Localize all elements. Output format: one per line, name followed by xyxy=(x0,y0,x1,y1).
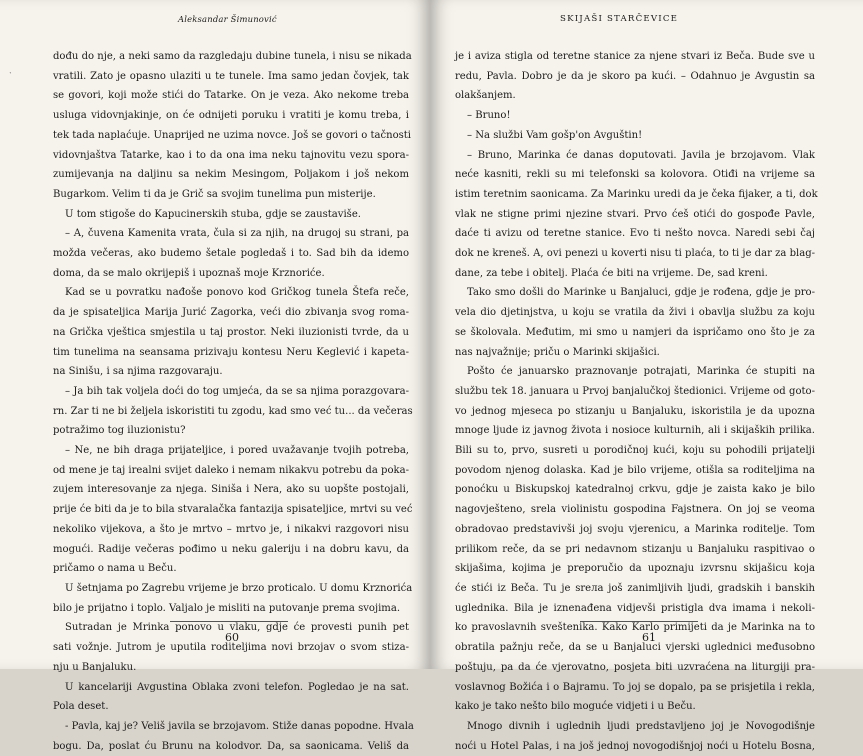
text-line: olakšanjem. xyxy=(455,90,516,102)
text-line: potražimo tog iluzionistu? xyxy=(53,425,186,437)
text-line: redu, Pavla. Dobro je da je skoro pa kući. – Odahnuo je Avgustin sa xyxy=(455,70,815,82)
text-line: na Grička vještica smjestila u taj prostor. Neki iluzionisti tvrde, da u xyxy=(53,326,409,338)
text-line: tek tada naplaćuje. Unaprijed ne uzima novce. Još se govori o tačnosti xyxy=(53,129,412,141)
text-line: neće kasniti, rekli su mi telefonski sa kolovora. Otiđi na vrijeme sa xyxy=(455,169,815,181)
text-line: da je spisateljica Marija Jurić Zagorka, veći dio zbivanja svog roma- xyxy=(53,307,409,319)
text-line: Kad se u povratku nađoše ponovo kod Gričkog tunela Štefa reče, xyxy=(65,287,409,299)
text-line: službu tek 18. januara u Prvoj banjalučkoj štedionici. Vrijeme od goto- xyxy=(455,385,815,397)
text-line: prilikom reče, da se pri nedavnom stizanju u Banjaluku raspitivao o xyxy=(455,543,815,555)
text-line: poštuju, pa da će vjerovatno, posjeta biti uzvraćena na liturgiji pra- xyxy=(455,661,815,673)
text-line: kako je tako nešto bilo moguće vidjeti i u Beču. xyxy=(455,701,696,713)
text-line: nju u Banjaluku. xyxy=(53,661,137,673)
body-text xyxy=(53,47,414,756)
text-line: zumijevanja na daljinu sa nekim Mesingom, Poljakom i još nekom xyxy=(53,169,409,181)
text-line: ponoćku u Biskupskoj katedralnoj crkvu, gdje je zaista kako je bilo xyxy=(455,484,815,496)
text-line: Pola deset. xyxy=(53,701,109,713)
text-line: nekoliko vijekova, a što je mrtvo – mrtvo je, i nikakvi razgovori nisu xyxy=(53,523,409,535)
text-line: sati vožnje. Jutrom je uputila roditeljima novi brzojav o svom stiza- xyxy=(53,642,409,654)
text-line: skijašima, kojima je preporučio da upoznaju izvrsnu skijašicu koja xyxy=(455,563,815,575)
text-line: Bili su to, prvo, susreti u porodičnoj kući, koju su pohodili prijatelji xyxy=(455,445,815,457)
text-line: dane, za tebe i obitelj. Plaća će biti na vrijeme. De, sad kreni. xyxy=(455,267,768,279)
margin-mark: ` xyxy=(9,72,13,80)
text-line: Mnogo divnih i uglednih ljudi predstavljeno joj je Novogodišnje xyxy=(467,720,815,732)
text-line: rn. Zar ti ne bi željela iskoristiti tu zgodu, kad smo već tu... da večeras xyxy=(53,405,413,417)
text-line: tim tunelima na seansama prizivaju kontesu Neru Keglević i kapeta- xyxy=(53,346,409,358)
running-head-author: Aleksandar Šimunović xyxy=(178,14,277,24)
text-line: usluga vidovnjakinje, on će odnijeti poruku i vratiti je komu treba, i xyxy=(53,110,409,122)
text-line: nagovješteno, srela violinistu gospodina Fajstnera. On joj se veoma xyxy=(455,504,815,516)
text-line: nas najvažnije; priču o Marinki skijašici. xyxy=(455,346,660,358)
text-line: pričamo o nama u Beču. xyxy=(53,563,177,575)
body-text xyxy=(455,47,818,756)
text-line: vidovnjaštva Tatarke, kao i to da ona ima neku tajnovitu vezu spora- xyxy=(53,149,409,161)
text-line: mogući. Radije večeras pođimo u neku galeriju i na dobru kavu, da xyxy=(53,543,409,555)
text-line: obradovao predstavivši joj svoju vjerenicu, a Marinka roditelje. Tom xyxy=(455,523,815,535)
text-line: – Bruno, Marinka će danas doputovati. Javila je brzojavom. Vlak xyxy=(467,149,815,161)
text-line: daće ti avizu od teretne stanice. Evo ti nešto novca. Naredi sebi čaj xyxy=(455,228,815,240)
text-line: bogu. Da, poslat ću Brunu na kolodvor. Da, sa saonicama. Veliš da xyxy=(53,740,409,752)
text-line: vela dio djetinjstva, u koju se vratila da živi i obavlja službu za koju xyxy=(455,307,815,319)
text-line: mnoge ljude iz javnog života i nosioce kulturnih, ali i skijaških prilika. xyxy=(455,425,815,437)
text-line: se govori, koji može stići do Tatarke. On je veza. Ako nekome treba xyxy=(53,90,409,102)
page-number: 61 xyxy=(642,631,656,644)
running-head-title: SKIJAŠI STARČEVICE xyxy=(560,14,679,24)
text-line: prije će biti da je to bila stvaralačka fantazija spisateljice, mrtvi su već xyxy=(53,504,413,516)
right-page xyxy=(430,0,863,752)
text-line: je i aviza stigla od teretne stanice za njene stvari iz Beča. Bude sve u xyxy=(455,51,815,62)
text-line: bilo je prijatno i toplo. Valjalo je misliti na putovanje prema svojima. xyxy=(53,602,401,614)
text-line: U tom stigoše do Kapucinerskih stuba, gdje se zaustaviše. xyxy=(65,208,361,220)
text-line: istim teretnim saonicama. Za Marinku uredi da je čeka fijaker, a ti, dok xyxy=(455,188,818,200)
text-line: Pošto će januarsko praznovanje potrajati, Marinka će stupiti na xyxy=(467,366,815,378)
text-line: Sutradan je Mrinka ponovo u vlaku, gdje će provesti punih pet xyxy=(65,622,409,634)
text-line: obratila pažnju reče, da se u Banjaluci vjerski uglednici međusobno xyxy=(455,642,815,654)
left-page xyxy=(0,0,430,752)
text-line: doma, da se malo okrijepiš i upoznaš moje Krznoriće. xyxy=(53,267,325,279)
text-line: od mene je taj irealni svijet daleko i nemam nikakvu potrebu da poka- xyxy=(53,464,409,476)
page-number: 60 xyxy=(225,631,239,644)
text-line: – Na službi Vam gošp'on Avguštin! xyxy=(467,129,643,141)
text-line: voslavnog Božića i o Bajramu. To joj se dopalo, pa se prisjetila i rekla, xyxy=(455,681,815,693)
text-line: dođu do nje, a neki samo da razgledaju dubine tunela, i nisu se nikada xyxy=(53,51,412,62)
text-line: povodom njenog dolaska. Kad je bilo vrijeme, otišla sa roditeljima na xyxy=(455,464,815,476)
text-line: noći u Hotel Palas, i na još jednoj novogodišnjoj noći u Hotelu Bosna, xyxy=(455,740,815,752)
text-line: – Ne, ne bih draga prijateljice, i pored uvažavanje tvojih potreba, xyxy=(65,445,409,457)
text-line: - Pavla, kaj je? Veliš javila se brzojavom. Stiže danas popodne. Hvala xyxy=(65,720,414,732)
text-line: će stići iz Beča. Tu je sreла još zanimljivih ljudi, gradskih i banskih xyxy=(455,582,815,594)
footer-rule xyxy=(580,621,698,622)
text-line: dok ne kreneš. A, ovi penezi u koverti nisu ti plaća, to ti je dar za blag- xyxy=(455,248,816,260)
text-line: U kancelariji Avgustina Oblaka zvoni telefon. Pogledao je na sat. xyxy=(65,681,409,693)
text-line: Tako smo došli do Marinke u Banjaluci, gdje je rođena, gdje je pro- xyxy=(467,287,815,299)
text-line: – Bruno! xyxy=(467,110,511,122)
text-line: možda večeras, ako budemo šetale pogledaš i to. Sad bih da idemo xyxy=(53,248,409,260)
text-line: uglednika. Bila je iznenađena vidjevši pristigla dva imama i nekoli- xyxy=(455,602,815,614)
text-line: – A, čuvena Kamenita vrata, čula si za njih, na drugoj su strani, pa xyxy=(65,228,409,240)
text-line: – Ja bih tak voljela doći do tog umjeća, da se sa njima porazgovara- xyxy=(65,385,409,397)
text-line: U šetnjama po Zagrebu vrijeme je brzo proticalo. U domu Krznorića xyxy=(65,582,413,594)
text-line: na Sinišu, i sa njima razgovaraju. xyxy=(53,366,223,378)
text-line: Bugarkom. Velim ti da je Grič sa svojim tunelima pun misterije. xyxy=(53,188,376,200)
text-line: zujem interesovanje za njega. Siniša i Nera, ako su uopšte postojali, xyxy=(53,484,409,496)
text-line: vlak ne stigne primi njezine stvari. Prvo ćeš otići do gospođe Pavle, xyxy=(455,208,815,220)
footer-rule xyxy=(170,621,288,622)
text-line: vratili. Zato je opasno ulaziti u te tunele. Ima samo jedan čovjek, tak xyxy=(53,70,409,82)
text-line: ko pravoslavnih sveštenika. Kako Karlo primijeti da je Marinka na to xyxy=(455,622,815,634)
text-line: vo jednog mjeseca po stizanju u Banjaluku, iskoristila je da upozna xyxy=(455,405,815,417)
text-line: se školovala. Međutim, mi smo u namjeri da ispričamo ono što je za xyxy=(455,326,815,338)
